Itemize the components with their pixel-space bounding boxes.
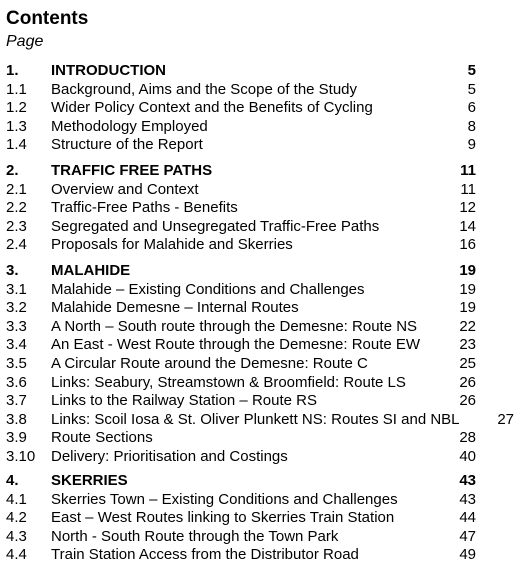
entry-number: 4.2 [6, 509, 27, 527]
section-heading-row[interactable] [0, 162, 528, 180]
entry-page-number: 12 [459, 199, 476, 217]
entry-page-number: 19 [459, 299, 476, 317]
toc-entry-row[interactable] [0, 81, 528, 99]
entry-title: Methodology Employed [51, 117, 208, 135]
toc-entry-row[interactable] [0, 546, 528, 564]
entry-number: 3.4 [6, 336, 27, 354]
entry-number: 2. [6, 162, 19, 179]
entry-number: 1.2 [6, 99, 27, 117]
entry-title: Links: Scoil Iosa & St. Oliver Plunkett NS: Routes SI and NBL [51, 410, 460, 428]
page-column-label: Page [6, 33, 44, 50]
entry-title: Route Sections [51, 429, 153, 447]
toc-entry-row[interactable] [0, 236, 528, 254]
entry-page-number: 5 [467, 80, 476, 98]
toc-entry-row[interactable] [0, 299, 528, 317]
entry-title: Skerries Town – Existing Conditions and Challenges [51, 490, 398, 508]
toc-entry-row[interactable] [0, 99, 528, 117]
entry-title: MALAHIDE [51, 262, 131, 279]
entry-page-number: 44 [459, 509, 476, 527]
entry-page-number: 49 [459, 546, 476, 564]
toc-entry-row[interactable] [0, 318, 528, 336]
entry-number: 3.7 [6, 392, 27, 410]
entry-title: North - South Route through the Town Park [51, 527, 339, 545]
entry-page-number: 11 [460, 162, 476, 179]
entry-number: 3.6 [6, 373, 27, 391]
entry-page-number: 26 [459, 373, 476, 391]
entry-number: 3. [6, 262, 19, 279]
entry-title: Delivery: Prioritisation and Costings [51, 448, 288, 465]
toc-entry-row[interactable] [0, 118, 528, 136]
toc-entry-row[interactable] [0, 336, 528, 354]
entry-number: 3.2 [6, 299, 27, 317]
entry-page-number: 11 [460, 180, 476, 198]
entry-number: 1.4 [6, 136, 27, 154]
entry-number: 3.3 [6, 317, 27, 335]
toc-entry-row[interactable] [0, 528, 528, 546]
entry-number: 2.1 [6, 180, 27, 198]
toc-entry-row[interactable] [0, 136, 528, 154]
entry-title: Traffic-Free Paths - Benefits [51, 199, 238, 217]
entry-number: 1. [6, 62, 19, 79]
entry-number: 4. [6, 472, 19, 489]
entry-title: Structure of the Report [51, 136, 203, 154]
entry-title: Links: Seabury, Streamstown & Broomfield: Route LS [51, 373, 406, 391]
entry-title: A Circular Route around the Demesne: Route C [51, 355, 368, 372]
entry-title: An East - West Route through the Demesne: Route EW [51, 336, 421, 354]
entry-title: Links to the Railway Station – Route RS [51, 392, 317, 410]
entry-page-number: 14 [459, 217, 476, 235]
entry-page-number: 22 [459, 317, 476, 335]
entry-page-number: 26 [459, 392, 476, 410]
toc-entry-row[interactable] [0, 199, 528, 217]
entry-page-number: 23 [459, 336, 476, 354]
entry-title: Overview and Context [51, 180, 199, 198]
entry-title: Segregated and Unsegregated Traffic-Free Paths [51, 217, 380, 235]
toc-entry-row[interactable] [0, 281, 528, 299]
entry-number: 3.10 [6, 448, 36, 465]
entry-number: 1.3 [6, 117, 27, 135]
toc-entry-row[interactable] [0, 429, 528, 447]
entry-page-number: 25 [459, 355, 476, 372]
entry-number: 4.4 [6, 546, 27, 564]
section-heading-row[interactable] [0, 472, 528, 490]
entry-number: 2.3 [6, 217, 27, 235]
entry-title: SKERRIES [51, 472, 128, 489]
entry-title: Wider Policy Context and the Benefits of Cycling [51, 99, 373, 117]
entry-page-number: 16 [459, 236, 476, 254]
entry-page-number: 28 [459, 429, 476, 447]
entry-number: 3.9 [6, 429, 27, 447]
entry-number: 2.4 [6, 236, 27, 254]
toc-entry-row[interactable] [0, 392, 528, 410]
entry-page-number: 40 [459, 448, 476, 465]
entry-title: Malahide – Existing Conditions and Challenges [51, 280, 365, 298]
toc-entry-row[interactable] [0, 355, 528, 373]
entry-page-number: 43 [459, 490, 476, 508]
toc-entry-row[interactable] [0, 181, 528, 199]
entry-number: 3.5 [6, 355, 27, 372]
entry-number: 1.1 [6, 80, 27, 98]
entry-number: 3.8 [6, 410, 27, 428]
entry-number: 2.2 [6, 199, 27, 217]
section-heading-row[interactable] [0, 62, 528, 80]
entry-number: 4.3 [6, 527, 27, 545]
entry-title: A North – South route through the Demesne: Route NS [51, 317, 418, 335]
entry-page-number: 6 [467, 99, 476, 117]
toc-entry-row[interactable] [0, 509, 528, 527]
entry-number: 4.1 [6, 490, 27, 508]
toc-entry-row[interactable] [0, 374, 528, 392]
entry-title: Malahide Demesne – Internal Routes [51, 299, 299, 317]
contents-heading: Contents [6, 8, 89, 29]
entry-page-number: 8 [467, 117, 476, 135]
entry-title: Background, Aims and the Scope of the Study [51, 80, 358, 98]
entry-page-number: 47 [459, 527, 476, 545]
toc-entry-row[interactable] [0, 411, 528, 429]
section-heading-row[interactable] [0, 262, 528, 280]
entry-title: Proposals for Malahide and Skerries [51, 236, 293, 254]
toc-entry-row[interactable] [0, 491, 528, 509]
entry-title: East – West Routes linking to Skerries Train Station [51, 509, 395, 527]
entry-page-number: 19 [459, 262, 476, 279]
toc-entry-row[interactable] [0, 218, 528, 236]
entry-page-number: 9 [467, 136, 476, 154]
entry-page-number: 27 [497, 410, 514, 428]
entry-title: INTRODUCTION [51, 62, 166, 79]
entry-page-number: 19 [459, 280, 476, 298]
entry-number: 3.1 [6, 280, 27, 298]
entry-title: TRAFFIC FREE PATHS [51, 162, 213, 179]
entry-page-number: 5 [467, 62, 476, 79]
entry-title: Train Station Access from the Distributor Road [51, 546, 359, 564]
entry-page-number: 43 [459, 472, 476, 489]
toc-entry-row[interactable] [0, 448, 528, 466]
